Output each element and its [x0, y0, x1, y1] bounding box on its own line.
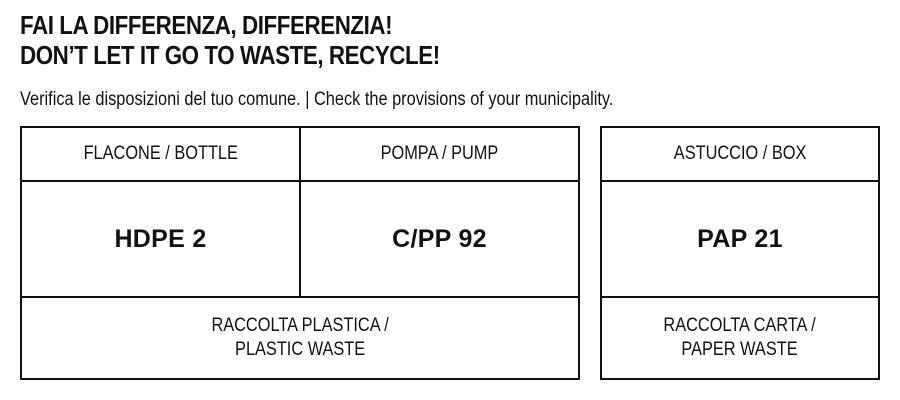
- box-code-row: [602, 182, 878, 298]
- pump-header-cell: [299, 128, 578, 180]
- material-code-row: [22, 182, 578, 298]
- pump-code-cell: [299, 182, 578, 296]
- bottle-label: FLACONE / BOTTLE: [83, 143, 238, 164]
- box-header-cell: [602, 128, 878, 180]
- paper-collection-row: [602, 298, 878, 378]
- paper-collection-english: PAPER WASTE: [681, 339, 799, 360]
- box-material-code: PAP 21: [697, 224, 783, 253]
- bottle-code-cell: [22, 182, 299, 296]
- paper-collection-italian: RACCOLTA CARTA /: [663, 315, 817, 336]
- box-code-cell: [602, 182, 878, 296]
- headline-line-english: DON’T LET IT GO TO WASTE, RECYCLE!: [20, 40, 440, 70]
- plastic-collection-row: [22, 298, 578, 378]
- box-label: ASTUCCIO / BOX: [673, 143, 807, 164]
- headline: [20, 10, 440, 70]
- component-header-row: [22, 128, 578, 182]
- plastic-collection-italian: RACCOLTA PLASTICA /: [211, 315, 389, 336]
- pump-material-code: C/PP 92: [392, 224, 487, 253]
- subtitle: Verifica le disposizioni del tuo comune. | Check the provisions of your municipality.: [20, 89, 614, 110]
- plastic-collection-english: PLASTIC WASTE: [234, 339, 366, 360]
- plastic-collection-label: [211, 314, 388, 362]
- bottle-material-code: HDPE 2: [114, 224, 207, 253]
- pump-label: POMPA / PUMP: [380, 143, 499, 164]
- plastic-recycling-table: [20, 126, 580, 380]
- paper-collection-label: [664, 314, 816, 362]
- bottle-header-cell: [22, 128, 299, 180]
- paper-recycling-table: [600, 126, 880, 380]
- headline-line-italian: FAI LA DIFFERENZA, DIFFERENZIA!: [20, 10, 393, 40]
- box-header-row: [602, 128, 878, 182]
